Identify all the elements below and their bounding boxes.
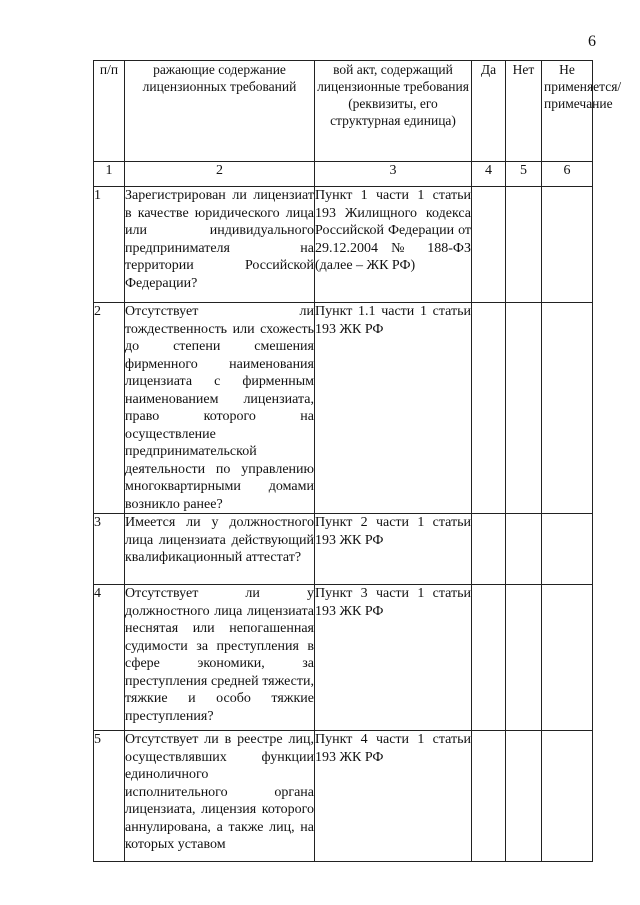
note-cell[interactable] [542, 585, 593, 731]
requirement-question: Отсутствует ли тождественность или схожесть до степени смешения фирменного наименования лицензиата с фирменным наименованием лицензиата, право которого на осуществление предпринимательской деятельности по управлению многоквартирными домами возникло ранее? [125, 304, 314, 512]
row-number: 2 [94, 303, 125, 514]
page-number: 6 [588, 33, 596, 50]
row-number: 4 [94, 585, 125, 731]
table-header-row [94, 61, 593, 162]
yes-cell[interactable] [472, 303, 506, 514]
column-number-row [94, 162, 593, 187]
no-cell[interactable] [506, 514, 542, 585]
legal-reference: Пункт 1.1 части 1 статьи 193 ЖК РФ [315, 303, 472, 514]
row-number: 5 [94, 731, 125, 862]
row-number: 1 [94, 187, 125, 303]
requirement-question: Отсутствует ли в реестре лиц, осуществлявших функции единоличного исполнительного органа лицензиата, лицензия которого аннулирована, а также лиц, на которых уставом [125, 731, 315, 862]
legal-reference: Пункт 4 части 1 статьи 193 ЖК РФ [315, 731, 472, 862]
column-number: 4 [472, 162, 506, 187]
column-number: 5 [506, 162, 542, 187]
column-number: 2 [125, 162, 315, 187]
column-number: 6 [542, 162, 593, 187]
table-row [94, 514, 593, 585]
table-row [94, 585, 593, 731]
column-number: 3 [315, 162, 472, 187]
header-requirement: ражающие содержание лицензионных требований [125, 61, 315, 162]
no-cell[interactable] [506, 187, 542, 303]
legal-reference: Пункт 2 части 1 статьи 193 ЖК РФ [315, 514, 472, 585]
header-no: Нет [506, 61, 542, 162]
header-number: п/п [94, 61, 125, 162]
yes-cell[interactable] [472, 187, 506, 303]
legal-reference: Пункт 1 части 1 статьи 193 Жилищного кодекса Российской Федерации от 29.12.2004 № 188-ФЗ (далее – ЖК РФ) [315, 187, 472, 303]
column-number: 1 [94, 162, 125, 187]
yes-cell[interactable] [472, 514, 506, 585]
header-yes: Да [472, 61, 506, 162]
table-row [94, 303, 593, 514]
no-cell[interactable] [506, 731, 542, 862]
table-row [94, 731, 593, 862]
no-cell[interactable] [506, 303, 542, 514]
table-row [94, 187, 593, 303]
no-cell[interactable] [506, 585, 542, 731]
header-not-applicable: Не применяется/ примечание [542, 61, 593, 162]
note-cell[interactable] [542, 731, 593, 862]
requirement-question: Зарегистрирован ли лицензиат в качестве юридического лица или индивидуального предпринимателя на территории Российской Федерации? [125, 187, 315, 303]
yes-cell[interactable] [472, 585, 506, 731]
legal-reference: Пункт 3 части 1 статьи 193 ЖК РФ [315, 585, 472, 731]
row-number: 3 [94, 514, 125, 585]
header-legal-act: вой акт, содержащий лицензионные требования (реквизиты, его структурная единица) [315, 61, 472, 162]
note-cell[interactable] [542, 187, 593, 303]
requirement-question: Отсутствует ли у должностного лица лицензиата неснятая или непогашенная судимости за преступления в сфере экономики, за преступления средней тяжести, тяжкие и особо тяжкие преступления? [125, 585, 315, 731]
requirement-question: Имеется ли у должностного лица лицензиата действующий квалификационный аттестат? [125, 514, 315, 585]
yes-cell[interactable] [472, 731, 506, 862]
license-requirements-table [93, 60, 622, 862]
note-cell[interactable] [542, 514, 593, 585]
note-cell[interactable] [542, 303, 593, 514]
